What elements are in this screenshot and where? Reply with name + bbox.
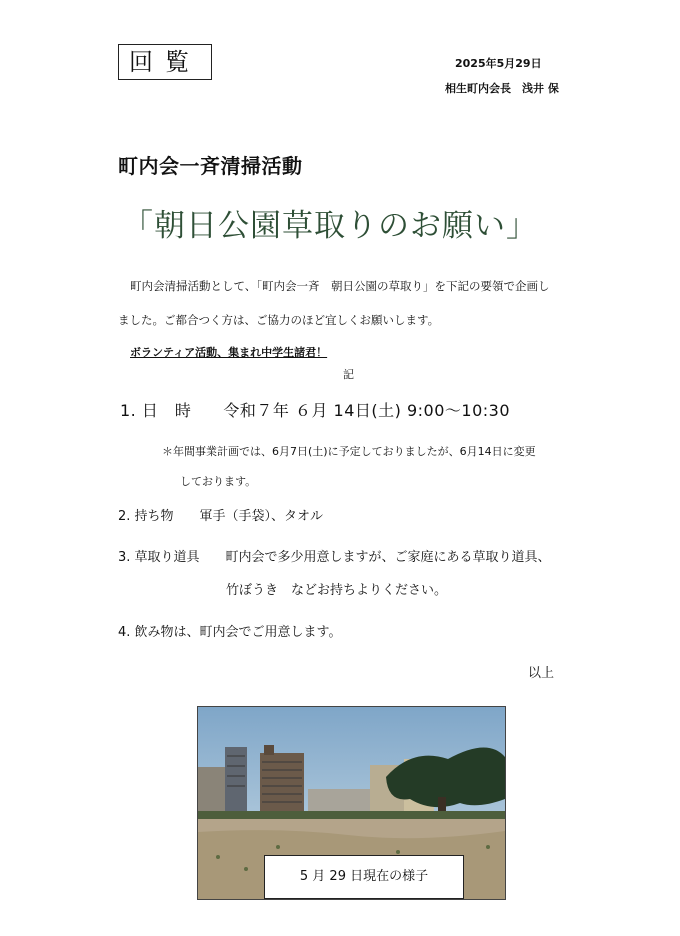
document-date: 2025年5月29日 xyxy=(455,57,542,70)
event-title: 町内会一斉清掃活動 xyxy=(118,154,303,178)
schedule-note-line-2: しております。 xyxy=(180,475,257,488)
item-drinks: 4. 飲み物は、町内会でご用意します。 xyxy=(118,625,342,640)
schedule-note-line-1: ＊年間事業計画では、6月7日(土)に予定しておりましたが、6月14日に変更 xyxy=(162,445,536,458)
closing-mark: 以上 xyxy=(528,666,555,681)
item-tools xyxy=(118,546,551,565)
headline: 「朝日公園草取りのお願い」 xyxy=(122,208,538,244)
item2-value: 軍手（手袋）、タオル xyxy=(199,509,324,524)
item1-value: 令和７年 ６月 14日(土) 9:00〜10:30 xyxy=(223,401,511,420)
item-belongings xyxy=(118,505,323,524)
document-author: 相生町内会長 浅井 保 xyxy=(445,82,559,95)
intro-line-2: ました。ご都合つく方は、ご協力のほど宜しくお願いします。 xyxy=(118,313,440,327)
item3-value-1: 町内会で多少用意しますが、ご家庭にある草取り道具、 xyxy=(225,550,551,565)
photo-caption: 5 月 29 日現在の様子 xyxy=(264,855,464,899)
item3-value-2: 竹ぼうき などお持ちよりください。 xyxy=(226,583,448,598)
ki-marker: 記 xyxy=(343,368,354,381)
item1-label: 1. 日 時 xyxy=(120,401,192,420)
intro-line-1: 町内会清掃活動として、「町内会一斉 朝日公園の草取り」を下記の要領で企画し xyxy=(130,279,550,293)
volunteer-callout: ボランティア活動、集まれ中学生諸君！ xyxy=(130,346,328,359)
item3-label: 3. 草取り道具 xyxy=(118,550,200,565)
item2-label: 2. 持ち物 xyxy=(118,509,174,524)
circular-stamp: 回覧 xyxy=(118,44,212,80)
item-date-time xyxy=(120,398,510,421)
